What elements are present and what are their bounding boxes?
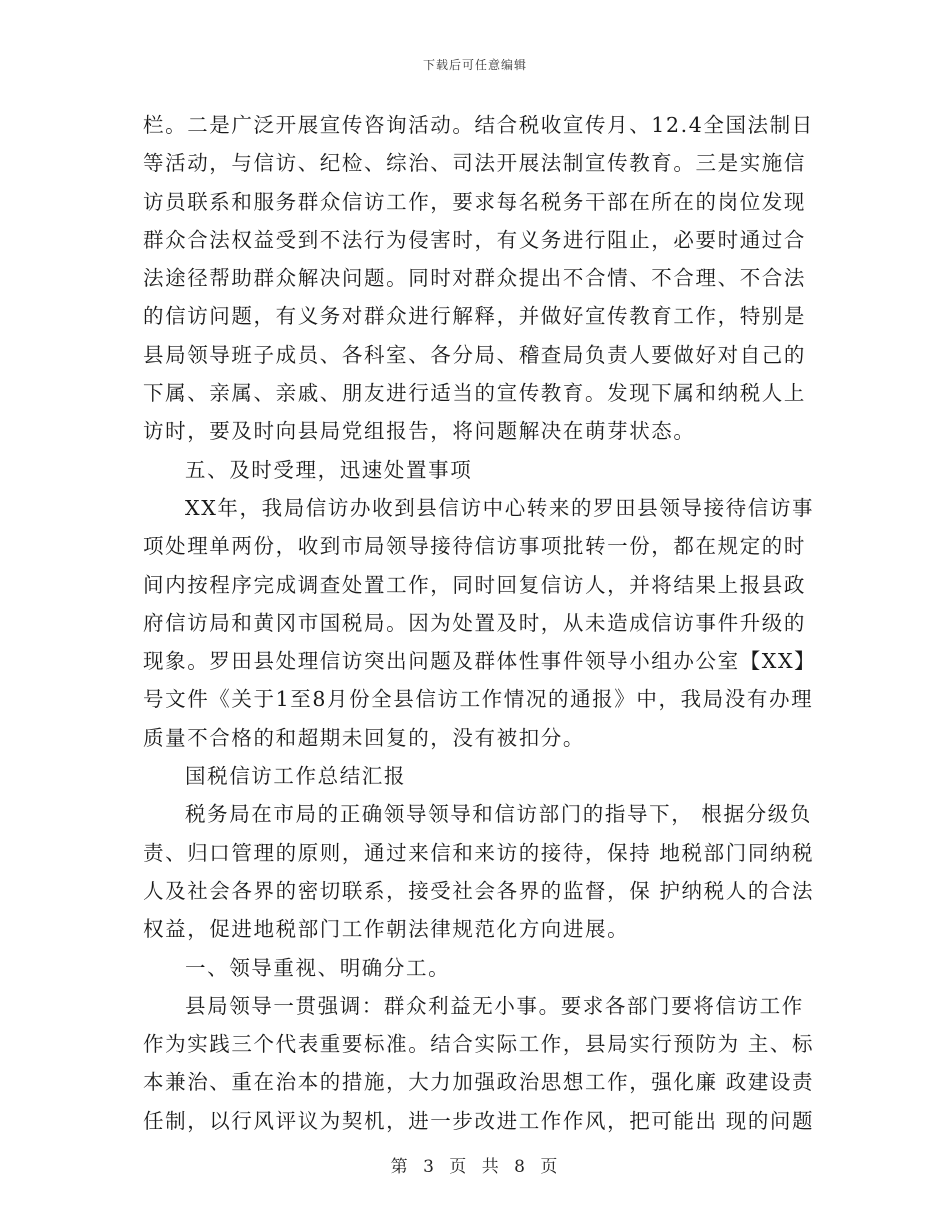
text-line: 现象。罗田县处理信访突出问题及群体性事件领导小组办公室【XX】 bbox=[143, 649, 817, 674]
section-heading: 五、及时受理，迅速处置事项 bbox=[185, 457, 473, 482]
text-line: 府信访局和黄冈市国税局。因为处置及时，从未造成信访事件升级的 bbox=[143, 610, 806, 635]
text-line: 下属、亲属、亲戚、朋友进行适当的宣传教育。发现下属和纳税人上 bbox=[143, 381, 806, 406]
text-line: 栏。二是广泛开展宣传咨询活动。结合税收宣传月、12.4全国法制日 bbox=[143, 113, 814, 137]
text-line: 县局领导班子成员、各科室、各分局、稽查局负责人要做好对自己的 bbox=[143, 342, 806, 367]
page-number-footer: 第 3 页 共 8 页 bbox=[390, 1157, 560, 1177]
text-line: 税务局在市局的正确领导领导和信访部门的指导下， 根据分级负 bbox=[185, 802, 812, 827]
text-line: 间内按程序完成调查处置工作，同时回复信访人，并将结果上报县政 bbox=[143, 572, 806, 597]
section-title: 国税信访工作总结汇报 bbox=[185, 764, 406, 789]
text-line: 本兼治、重在治本的措施，大力加强政治思想工作，强化廉 政建设责 bbox=[143, 1070, 815, 1095]
page-header-note: 下载后可任意编辑 bbox=[422, 58, 527, 72]
text-line: 质量不合格的和超期未回复的，没有被扣分。 bbox=[143, 725, 585, 750]
text-line: 作为实践三个代表重要标准。结合实际工作，县局实行预防为 主、标 bbox=[143, 1032, 815, 1057]
text-line: 人及社会各界的密切联系，接受社会各界的监督，保 护纳税人的合法 bbox=[143, 878, 815, 903]
text-line: 权益，促进地税部门工作朝法律规范化方向进展。 bbox=[143, 917, 630, 942]
text-line: 号文件《关于1至8月份全县信访工作情况的通报》中，我局没有办理 bbox=[143, 687, 814, 712]
text-line: 县局领导一贯强调：群众利益无小事。要求各部门要将信访工作 bbox=[185, 993, 804, 1018]
text-line: 项处理单两份，收到市局领导接待信访事项批转一份，都在规定的时 bbox=[143, 534, 806, 559]
section-heading: 一、领导重视、明确分工。 bbox=[185, 955, 451, 980]
text-line: 法途径帮助群众解决问题。同时对群众提出不合情、不合理、不合法 bbox=[143, 266, 806, 291]
text-line: 任制，以行风评议为契机，进一步改进工作作风，把可能出 现的问题 bbox=[143, 1108, 815, 1133]
text-line: 群众合法权益受到不法行为侵害时，有义务进行阻止，必要时通过合 bbox=[143, 227, 806, 252]
text-line: 等活动，与信访、纪检、综治、司法开展法制宣传教育。三是实施信 bbox=[143, 151, 806, 176]
text-line: 的信访问题，有义务对群众进行解释，并做好宣传教育工作，特别是 bbox=[143, 304, 806, 329]
text-line: XX年，我局信访办收到县信访中心转来的罗田县领导接待信访事 bbox=[185, 495, 815, 520]
text-line: 访员联系和服务群众信访工作，要求每名税务干部在所在的岗位发现 bbox=[143, 189, 806, 214]
text-line: 访时，要及时向县局党组报告，将问题解决在萌芽状态。 bbox=[143, 419, 696, 444]
text-line: 责、归口管理的原则，通过来信和来访的接待，保持 地税部门同纳税 bbox=[143, 840, 815, 865]
document-body bbox=[143, 106, 815, 1140]
